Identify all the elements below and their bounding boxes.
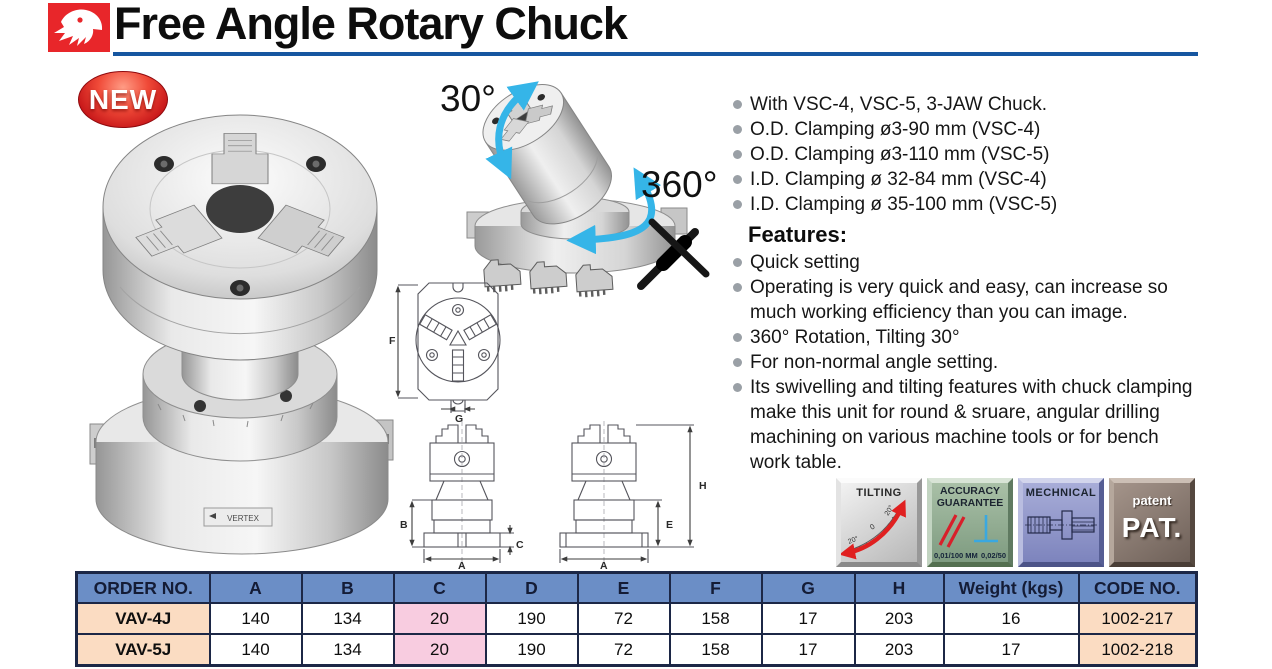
bullet-icon	[733, 175, 742, 184]
spec-text: O.D. Clamping ø3-110 mm (VSC-5)	[750, 144, 1050, 165]
col-header-c: C	[394, 573, 486, 604]
bullet-icon	[733, 100, 742, 109]
col-header-code: CODE NO.	[1079, 573, 1197, 604]
dim-label-b: B	[400, 519, 408, 531]
value-cell: 17	[762, 634, 855, 666]
tilting-scale-right: 20°	[883, 504, 896, 518]
brand-plate	[204, 508, 272, 526]
tilting-badge	[836, 478, 922, 567]
accuracy-spec-2: 0,02/50	[980, 551, 1006, 560]
tilt-angle-label: 30°	[440, 78, 496, 119]
value-cell: 134	[302, 603, 394, 634]
bullet-icon	[733, 150, 742, 159]
col-header-g: G	[762, 573, 855, 604]
dimension-drawings	[385, 278, 730, 570]
patent-label-big: PAT.	[1121, 512, 1183, 543]
feature-item	[733, 350, 1198, 375]
value-cell: 190	[486, 603, 578, 634]
dim-label-c: C	[516, 539, 524, 551]
col-header-f: F	[670, 573, 762, 604]
features-title: Features:	[748, 222, 848, 247]
value-cell: 20	[394, 634, 486, 666]
spec-item	[733, 92, 1198, 117]
value-cell: 17	[762, 603, 855, 634]
value-cell: 72	[578, 603, 670, 634]
dim-label-e: E	[666, 519, 674, 531]
feature-item	[733, 375, 1198, 475]
value-cell: 158	[670, 603, 762, 634]
tilting-badge-label: TILTING	[856, 487, 902, 499]
table-header-row	[77, 573, 1197, 604]
spec-text: With VSC-4, VSC-5, 3-JAW Chuck.	[750, 94, 1048, 115]
feature-text: For non-normal angle setting.	[750, 352, 999, 373]
accuracy-icon	[932, 509, 1008, 549]
accuracy-label-line2: GUARANTEE	[936, 496, 1004, 509]
feature-text: Operating is very quick and easy, can increase so much working efficiency than you can image.	[750, 277, 1168, 323]
mechanical-part-icon	[1023, 499, 1099, 551]
feature-item	[733, 325, 1198, 350]
bullet-icon	[733, 383, 742, 392]
spec-text: I.D. Clamping ø 32-84 mm (VSC-4)	[750, 169, 1047, 190]
spec-column	[733, 92, 1198, 475]
spec-table	[75, 571, 1198, 667]
new-badge-label: NEW	[88, 83, 158, 115]
order-no-cell: VAV-5J	[77, 634, 210, 666]
dim-label-a-right: A	[600, 560, 608, 570]
accuracy-label-line1: ACCURACY	[939, 485, 1001, 497]
col-header-order: ORDER NO.	[77, 573, 210, 604]
mechanical-badge-label: MECHNICAL	[1025, 487, 1097, 499]
col-header-a: A	[210, 573, 302, 604]
bullet-icon	[733, 200, 742, 209]
table-row	[77, 603, 1197, 634]
value-cell: 140	[210, 634, 302, 666]
spec-text: I.D. Clamping ø 35-100 mm (VSC-5)	[750, 194, 1058, 215]
value-cell: 203	[855, 603, 944, 634]
brand-plate-label: VERTEX	[227, 514, 259, 523]
bullet-icon	[733, 125, 742, 134]
feature-text: Quick setting	[750, 252, 860, 273]
bullet-icon	[733, 283, 742, 292]
title-underline	[113, 52, 1198, 56]
col-header-weight: Weight (kgs)	[944, 573, 1079, 604]
code-no-cell: 1002-217	[1079, 603, 1197, 634]
spec-item	[733, 142, 1198, 167]
spec-item	[733, 117, 1198, 142]
col-header-b: B	[302, 573, 394, 604]
value-cell: 16	[944, 603, 1079, 634]
spec-text: O.D. Clamping ø3-90 mm (VSC-4)	[750, 119, 1041, 140]
value-cell: 72	[578, 634, 670, 666]
feature-item	[733, 275, 1198, 325]
accuracy-badge	[927, 478, 1013, 567]
bullet-icon	[733, 358, 742, 367]
accuracy-spec-1: 0,01/100 MM	[934, 551, 978, 560]
feature-text: Its swivelling and tilting features with chuck clamping make this unit for round & sruare, angular drilling machining on various machine tools or for bench work table.	[750, 377, 1193, 473]
rotation-angle-label: 360°	[641, 164, 718, 205]
dim-label-h: H	[699, 480, 707, 492]
feature-item	[733, 250, 1198, 275]
eagle-icon	[48, 3, 110, 52]
value-cell: 20	[394, 603, 486, 634]
table-row	[77, 634, 1197, 666]
bullet-icon	[733, 258, 742, 267]
value-cell: 158	[670, 634, 762, 666]
dim-label-a-left: A	[458, 560, 466, 570]
value-cell: 203	[855, 634, 944, 666]
patent-badge	[1109, 478, 1195, 567]
spec-item	[733, 167, 1198, 192]
mechanical-badge	[1018, 478, 1104, 567]
value-cell: 190	[486, 634, 578, 666]
tilting-scale-mid: 0	[867, 521, 877, 532]
brand-logo	[48, 3, 110, 52]
spec-item	[733, 192, 1198, 217]
col-header-d: D	[486, 573, 578, 604]
value-cell: 17	[944, 634, 1079, 666]
tilting-scale-left: 20°	[847, 535, 860, 546]
value-cell: 134	[302, 634, 394, 666]
feature-text: 360° Rotation, Tilting 30°	[750, 327, 960, 348]
dim-label-g: G	[455, 413, 464, 425]
tilting-scale-icon	[841, 499, 917, 561]
dim-label-f: F	[389, 335, 396, 347]
bullet-icon	[733, 333, 742, 342]
badge-row	[836, 478, 1195, 567]
patent-label-small: patent	[1132, 493, 1172, 508]
col-header-e: E	[578, 573, 670, 604]
main-product-photo	[88, 112, 395, 562]
page-title: Free Angle Rotary Chuck	[114, 0, 627, 49]
code-no-cell: 1002-218	[1079, 634, 1197, 666]
value-cell: 140	[210, 603, 302, 634]
order-no-cell: VAV-4J	[77, 603, 210, 634]
col-header-h: H	[855, 573, 944, 604]
